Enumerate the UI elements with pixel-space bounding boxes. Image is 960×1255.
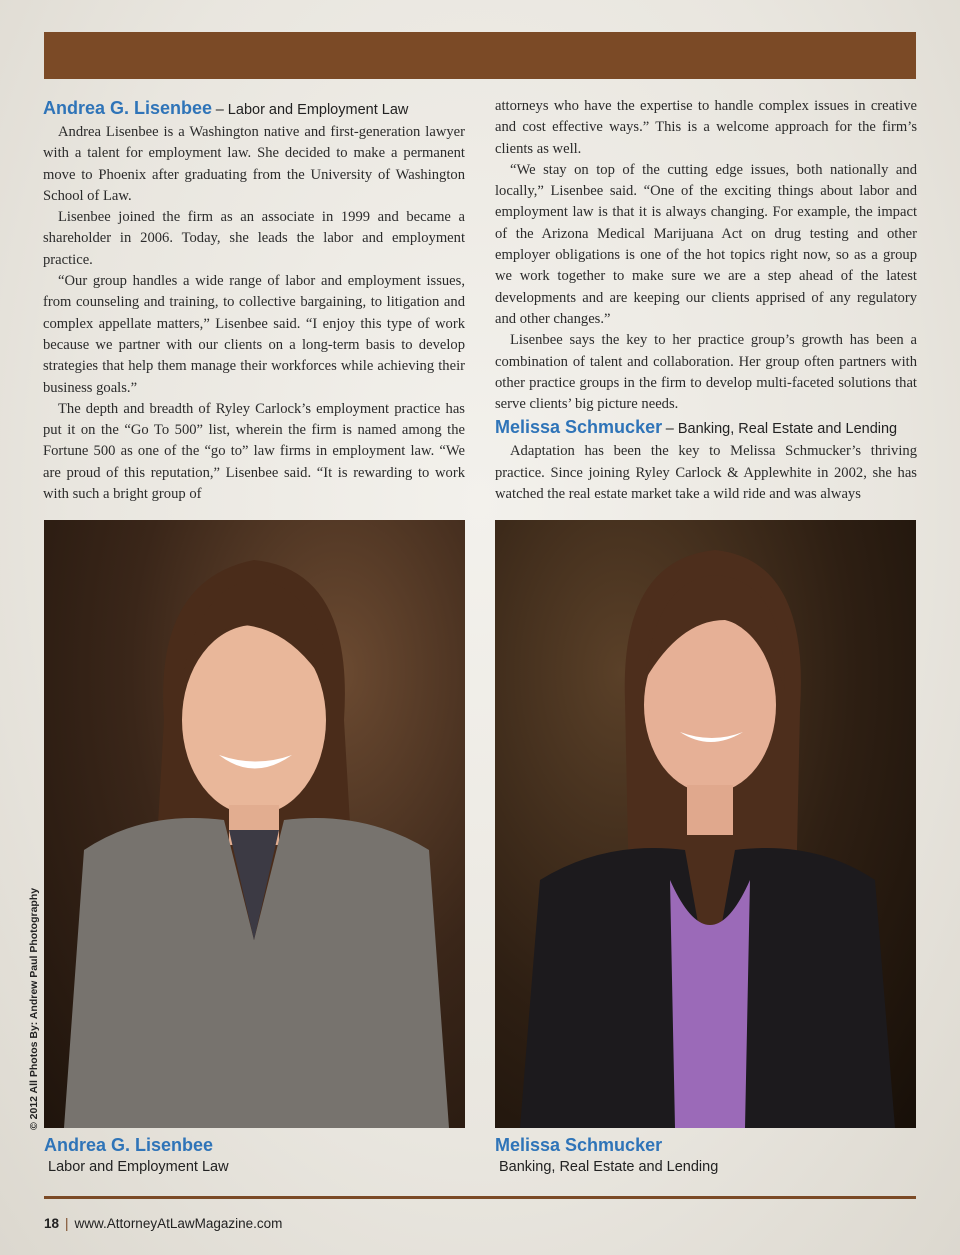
- portrait-photo-schmucker: [495, 520, 916, 1128]
- footer-rule: [44, 1196, 916, 1199]
- paragraph: Lisenbee says the key to her practice group’s growth has been a combination of talent and collaboration. Her group often partners with other practice groups in the firm to develop multi-faceted solutions that serve clients’ big picture needs.: [495, 332, 917, 413]
- caption-schmucker: [495, 1133, 718, 1177]
- portrait-illustration: [44, 520, 465, 1128]
- article-column-left: [43, 96, 465, 505]
- portrait-photo-lisenbee: [44, 520, 465, 1128]
- heading-practice-area: – Labor and Employment Law: [215, 102, 409, 118]
- section-heading-schmucker: [495, 415, 917, 441]
- paragraph: Andrea Lisenbee is a Washington native and first-generation lawyer with a talent for employment law. She decided to make a permanent move to Phoenix after graduating from the University of Washington School of Law.: [43, 124, 465, 204]
- section-heading-lisenbee: [43, 96, 465, 122]
- caption-lisenbee: [44, 1133, 229, 1177]
- page-footer: [44, 1216, 282, 1231]
- footer-separator: |: [65, 1216, 69, 1231]
- caption-practice: Banking, Real Estate and Lending: [499, 1159, 719, 1175]
- caption-practice: Labor and Employment Law: [48, 1159, 229, 1175]
- heading-name: Melissa Schmucker: [495, 417, 663, 438]
- article-column-right: [495, 96, 917, 505]
- paragraph: “Our group handles a wide range of labor and employment issues, from counseling and training, to collective bargaining, to litigation and complex appellate matters,” Lisenbee said. “I enjoy this type of work because we partner with our clients on a long-term basis to develop strategies that help them manage their workforces while achieving their business goals.”: [43, 273, 465, 396]
- paragraph: “We stay on top of the cutting edge issues, both nationally and locally,” Lisenbee said. “One of the exciting things about labor and employment law is that it is always changing. For example, the impact of the Arizona Medical Marijuana Act on drug testing and other employer obligations is one of the hot topics right now, so as a group we work together to make sure we are a step ahead of the latest developments and are keeping our clients apprised of any regulatory and other changes.”: [495, 161, 917, 327]
- page-number: 18: [44, 1216, 60, 1231]
- paragraph: Adaptation has been the key to Melissa Schmucker’s thriving practice. Since joining Ryley Carlock & Applewhite in 2002, she has watched the real estate market take a wild ride and was always: [495, 443, 917, 503]
- paragraph: Lisenbee joined the firm as an associate in 1999 and became a shareholder in 2006. Today, she leads the labor and employment practice.: [43, 209, 465, 268]
- paragraph: attorneys who have the expertise to handle complex issues in creative and cost effective ways.” This is a welcome approach for the firm’s clients as well.: [495, 98, 917, 157]
- caption-name: Andrea G. Lisenbee: [44, 1135, 214, 1155]
- photo-credit: © 2012 All Photos By: Andrew Paul Photography: [28, 887, 40, 1130]
- top-banner-bar: [44, 32, 916, 79]
- paragraph: The depth and breadth of Ryley Carlock’s employment practice has put it on the “Go To 500” list, wherein the firm is named among the Fortune 500 as one of the “go to” law firms in employment law. “We are proud of this reputation,” Lisenbee said. “It is rewarding to work with such a bright group of: [43, 400, 465, 503]
- portrait-illustration: [495, 520, 916, 1128]
- website-link[interactable]: www.AttorneyAtLawMagazine.com: [74, 1216, 283, 1231]
- caption-name: Melissa Schmucker: [495, 1135, 663, 1155]
- heading-name: Andrea G. Lisenbee: [43, 98, 213, 118]
- heading-practice-area: – Banking, Real Estate and Lending: [665, 421, 898, 438]
